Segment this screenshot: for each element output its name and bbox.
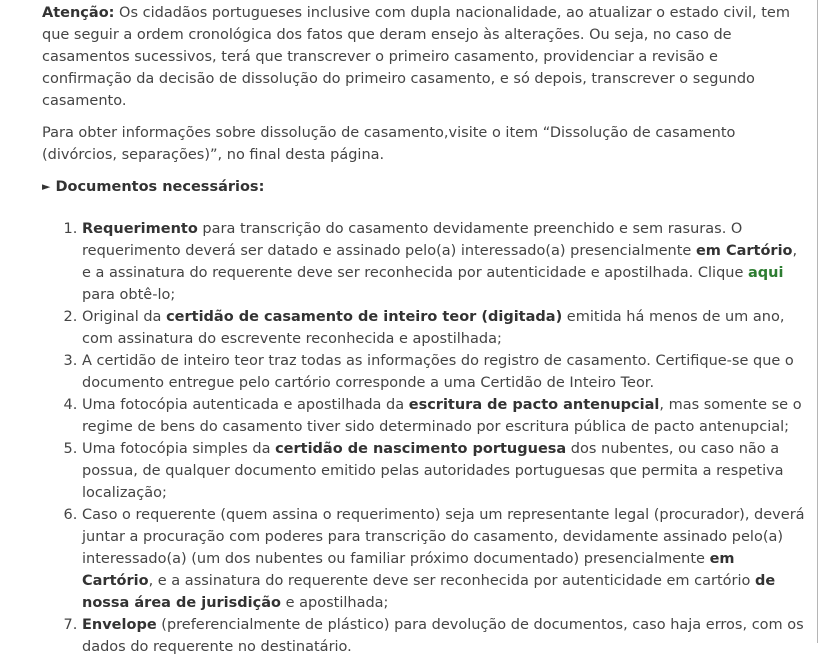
item-bold-text: em Cartório — [695, 243, 793, 259]
item-text: Uma fotocópia autenticada e apostilhada da — [82, 397, 409, 413]
attention-text: Os cidadãos portugueses inclusive com dupla nacionalidade, ao atualizar o estado civil, tem que seguir a ordem cronológica dos fatos que deram ensejo às alterações. Ou seja, no caso de casamentos sucessivos, terá que transcrever o primeiro casamento, providenciar a revisão e confirmação da decisão de dissolução do primeiro casamento, e só depois, transcrever o segundo casamento. — [42, 5, 790, 109]
item-text: Uma fotocópia simples da — [82, 441, 276, 457]
attention-paragraph — [42, 2, 808, 112]
download-form-link[interactable]: aqui — [748, 265, 784, 281]
list-item-requerimento — [82, 218, 808, 306]
info-paragraph: Para obter informações sobre dissolução de casamento,visite o item “Dissolução de casamento (divórcios, separações)”, no final desta página. — [42, 125, 736, 163]
item-text: A certidão de inteiro teor traz todas as informações do registro de casamento. Certifique-se que o documento entregue pelo cartório corresponde a uma Certidão de Inteiro Teor. — [82, 353, 794, 391]
item-text: , e a assinatura do requerente deve ser reconhecida por autenticidade em cartório — [148, 573, 756, 589]
documents-heading-label: Documentos necessários: — [55, 179, 265, 195]
item-text: Caso o requerente (quem assina o requerimento) seja um representante legal (procurador), deverá juntar a procuração com poderes para transcrição do casamento, devidamente assinado pelo(a) interessado(a) (um dos nubentes ou familiar próximo documentado) presencialmente — [82, 507, 805, 567]
item-bold-text: escritura de pacto antenupcial — [408, 397, 660, 413]
list-item-procuracao — [82, 504, 808, 614]
item-text: emitida há menos de um ano, com assinatura do escrevente reconhecida e apostilhada; — [82, 309, 785, 347]
expand-arrow-icon[interactable]: ► — [42, 180, 51, 193]
item-text: , e a assinatura do requerente deve ser reconhecida por autenticidade e apostilhada. Clique — [82, 243, 798, 281]
item-bold-text: Envelope — [82, 617, 157, 633]
list-item-certidao-nascimento — [82, 438, 808, 504]
item-text: para obtê-lo; — [82, 287, 176, 303]
list-item-certidao-casamento — [82, 306, 808, 350]
item-text: (preferencialmente de plástico) para devolução de documentos, caso haja erros, com os dados do requerente no destinatário. — [82, 617, 804, 655]
item-bold-text: certidão de nascimento portuguesa — [275, 441, 567, 457]
documents-list — [42, 218, 808, 658]
item-bold-text: certidão de casamento de inteiro teor (digitada) — [166, 309, 563, 325]
item-bold-text: de nossa área de jurisdição — [82, 573, 776, 611]
page-content — [42, 2, 808, 658]
attention-label: Atenção: — [42, 5, 115, 21]
item-bold-text: Requerimento — [82, 221, 198, 237]
item-text: e apostilhada; — [280, 595, 389, 611]
list-item-envelope — [82, 614, 808, 658]
item-bold-text: em Cartório — [82, 551, 735, 589]
list-item-pacto-antenupcial — [82, 394, 808, 438]
list-item-inteiro-teor — [82, 350, 808, 394]
item-text: Original da — [82, 309, 167, 325]
documents-heading[interactable] — [42, 176, 808, 199]
item-text: para transcrição do casamento devidamente preenchido e sem rasuras. O requerimento deverá ser datado e assinado pelo(a) interessado(a) presencialmente — [82, 221, 743, 259]
item-text: , mas somente se o regime de bens do casamento tiver sido determinado por escritura pública de pacto antenupcial; — [82, 397, 802, 435]
item-text: dos nubentes, ou caso não a possua, de qualquer documento emitido pelas autoridades portuguesas que permita a respetiva localização; — [82, 441, 784, 501]
